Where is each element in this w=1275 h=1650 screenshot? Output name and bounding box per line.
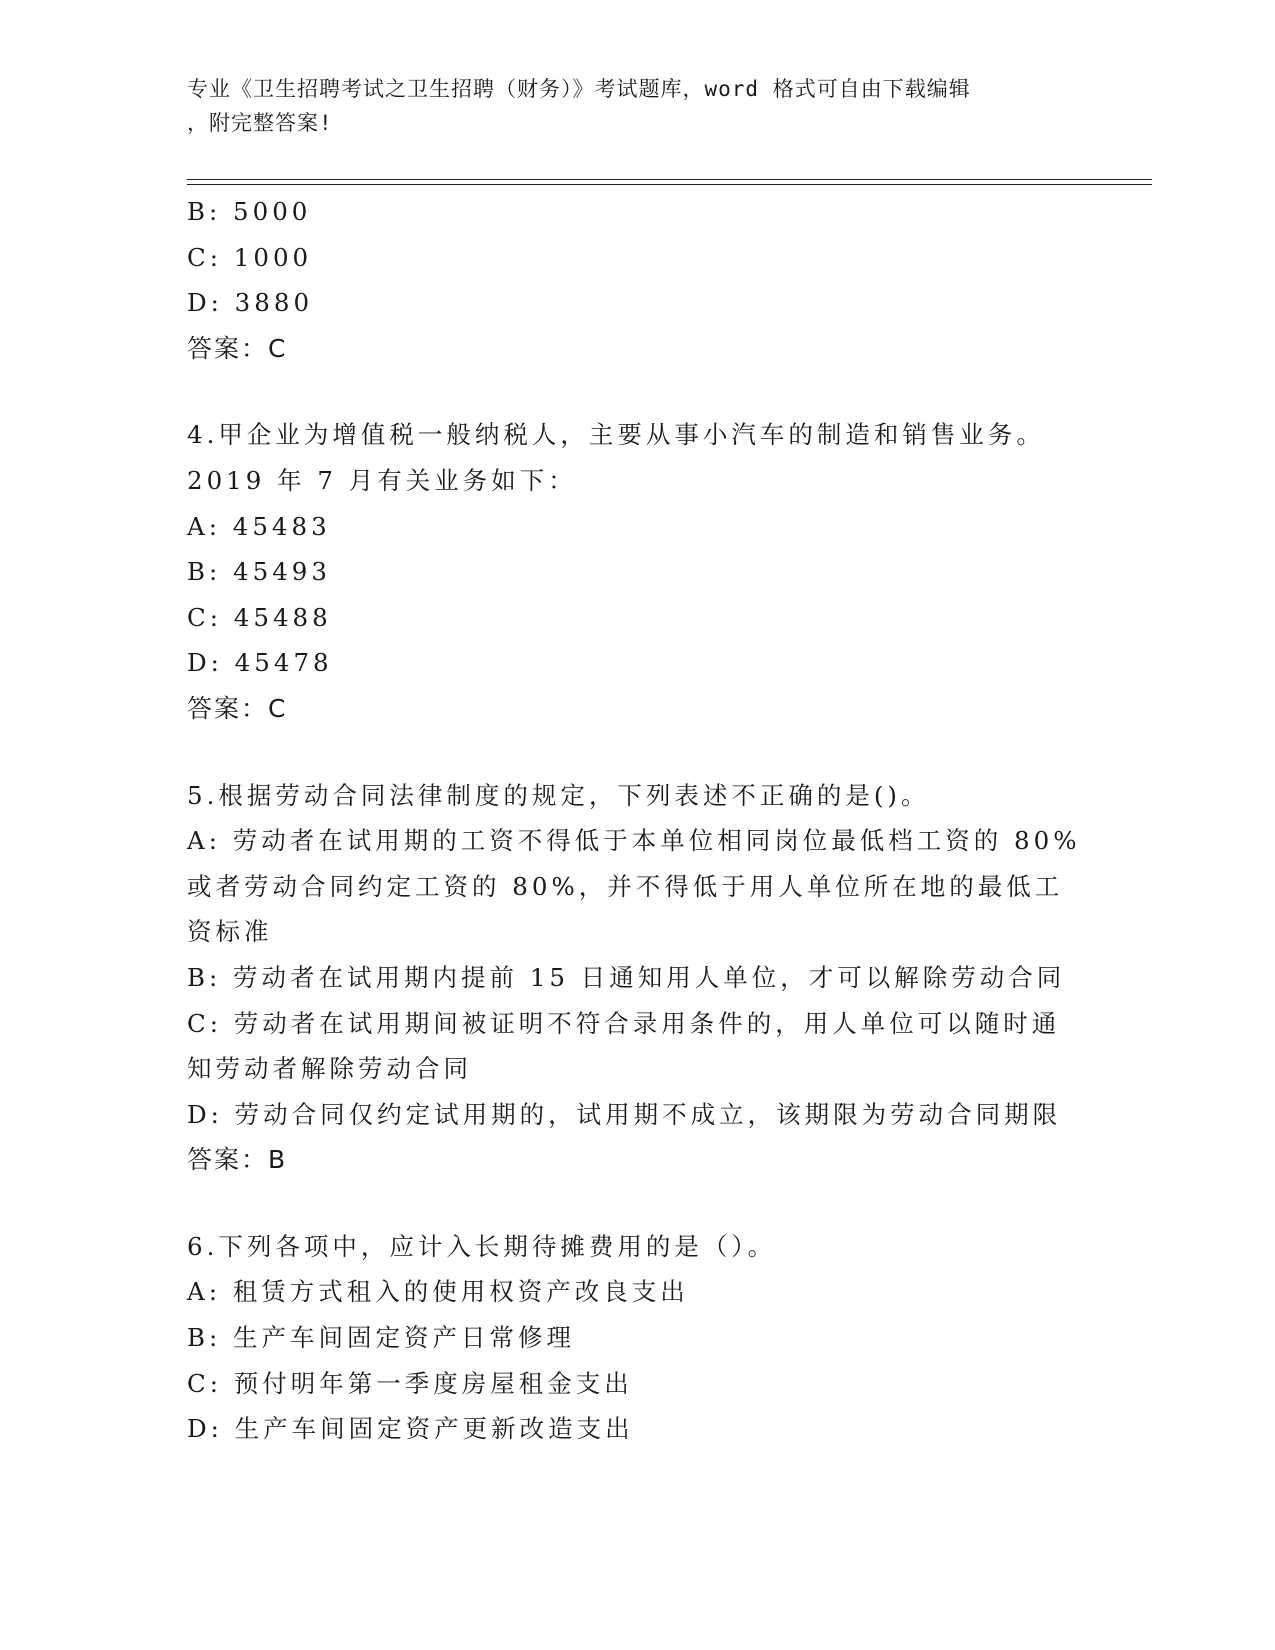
question-5 bbox=[187, 773, 1087, 1183]
q5-option-c-line-2: 知劳动者解除劳动合同 bbox=[187, 1054, 472, 1084]
q3-option-b: B: 5000 bbox=[187, 197, 312, 226]
q5-option-d: D: 劳动合同仅约定试用期的，试用期不成立，该期限为劳动合同期限 bbox=[187, 1099, 1062, 1129]
header-title-line-2: ，附完整答案! bbox=[187, 111, 333, 135]
q5-option-b: B: 劳动者在试用期内提前 15 日通知用人单位，才可以解除劳动合同 bbox=[187, 962, 1066, 992]
spacer bbox=[187, 371, 1087, 412]
q3-option-d: D: 3880 bbox=[187, 288, 314, 318]
question-content bbox=[187, 189, 1087, 1452]
header-rule-bottom bbox=[187, 184, 1152, 185]
q5-answer: 答案：B bbox=[187, 1145, 288, 1175]
q4-stem-line-1: 4.甲企业为增值税一般纳税人，主要从事小汽车的制造和销售业务。 bbox=[187, 420, 1045, 450]
q6-option-a: A: 租赁方式租入的使用权资产改良支出 bbox=[187, 1277, 689, 1307]
q5-option-c-line-1: C: 劳动者在试用期间被证明不符合录用条件的，用人单位可以随时通 bbox=[187, 1008, 1061, 1038]
q3-answer: 答案：C bbox=[187, 333, 288, 363]
q6-option-c: C: 预付明年第一季度房屋租金支出 bbox=[187, 1368, 633, 1398]
spacer bbox=[187, 1183, 1087, 1224]
q4-option-b: B: 45493 bbox=[187, 557, 331, 587]
q6-option-b: B: 生产车间固定资产日常修理 bbox=[187, 1323, 576, 1353]
header-rule-top bbox=[187, 179, 1152, 180]
page-header bbox=[187, 72, 1087, 140]
q4-option-a: A: 45483 bbox=[187, 511, 331, 541]
q5-stem: 5.根据劳动合同法律制度的规定，下列表述不正确的是()。 bbox=[187, 780, 930, 810]
q6-stem: 6.下列各项中，应计入长期待摊费用的是（）。 bbox=[187, 1231, 777, 1261]
q5-option-a-line-1: A: 劳动者在试用期的工资不得低于本单位相同岗位最低档工资的 80% bbox=[187, 826, 1081, 856]
q4-option-c: C: 45488 bbox=[187, 602, 332, 632]
q6-option-d: D: 生产车间固定资产更新改造支出 bbox=[187, 1414, 634, 1444]
spacer bbox=[187, 732, 1087, 773]
question-4 bbox=[187, 412, 1087, 731]
question-6 bbox=[187, 1224, 1087, 1452]
q5-option-a-line-3: 资标准 bbox=[187, 917, 273, 947]
q3-option-c: C: 1000 bbox=[187, 242, 313, 272]
header-title-line-1: 专业《卫生招聘考试之卫生招聘（财务）》考试题库，word 格式可自由下载编辑 bbox=[187, 77, 971, 101]
q4-option-d: D: 45478 bbox=[187, 648, 333, 678]
q4-answer: 答案：C bbox=[187, 693, 288, 723]
q5-option-a-line-2: 或者劳动合同约定工资的 80%，并不得低于用人单位所在地的最低工 bbox=[187, 871, 1064, 901]
question-3 bbox=[187, 189, 1087, 371]
q4-stem-line-2: 2019 年 7 月有关业务如下： bbox=[187, 465, 577, 495]
